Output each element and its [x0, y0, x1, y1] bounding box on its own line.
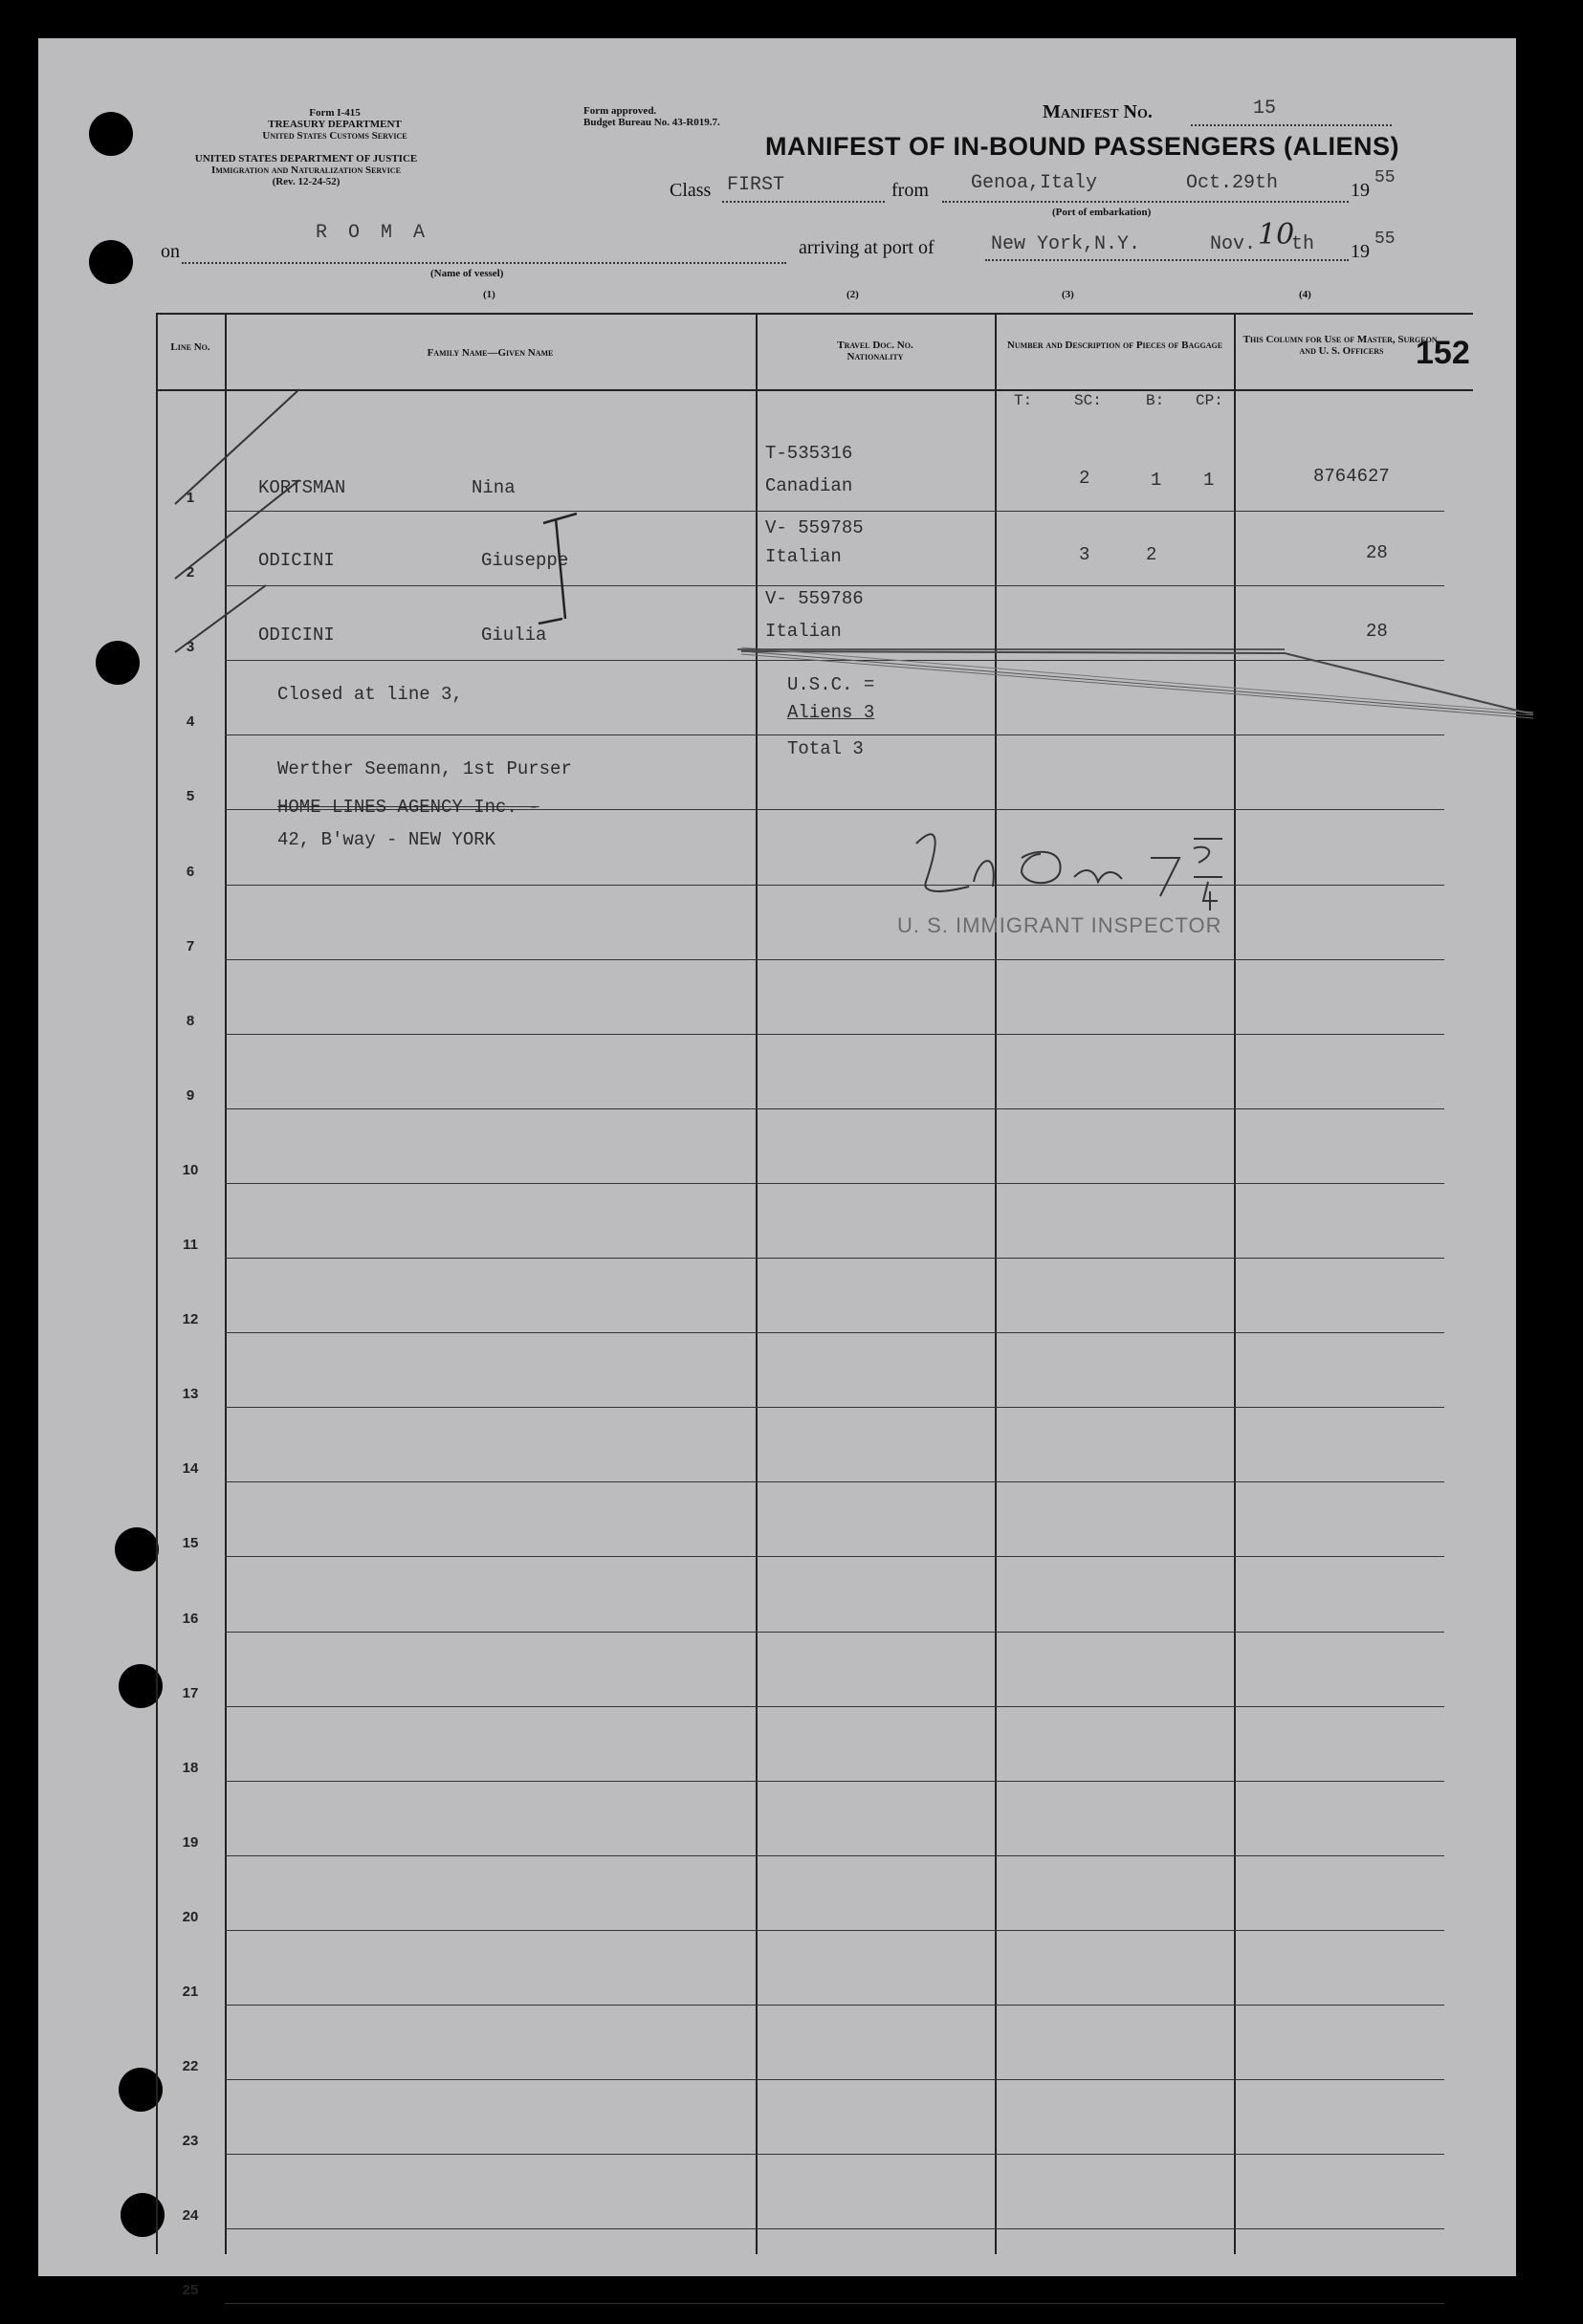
header-line-no: Line No.: [170, 341, 210, 353]
header-travel-doc-nationality: Travel Doc. No. Nationality: [837, 340, 913, 362]
line-number: 2: [186, 564, 195, 581]
line-number: 8: [186, 1012, 195, 1029]
document-title: MANIFEST OF IN-BOUND PASSENGERS (ALIENS): [765, 132, 1400, 161]
from-label: from: [891, 180, 929, 201]
line-number: 1: [186, 490, 195, 506]
arrival-day-suffix: th: [1291, 233, 1315, 255]
manifest-no-value: 15: [1253, 98, 1277, 120]
line-number: 5: [186, 788, 195, 805]
manifest-no-line: [1191, 124, 1392, 126]
page-number: 152: [1416, 335, 1470, 371]
vessel-note: (Name of vessel): [430, 268, 504, 279]
passenger-given-name: Giulia: [481, 625, 547, 646]
line-number: 22: [182, 2058, 199, 2075]
line-number: 17: [182, 1684, 199, 1701]
table-row-line: [225, 1108, 1444, 1109]
inspector-stamp: U. S. IMMIGRANT INSPECTOR: [897, 913, 1222, 937]
passenger-doc-no: V- 559785: [765, 517, 864, 538]
aliens-count: Aliens 3: [787, 702, 875, 723]
line-number: 7: [186, 937, 195, 954]
baggage-count: 1: [1203, 470, 1215, 491]
agency-name: HOME LINES AGENCY Inc. -: [277, 797, 539, 818]
binder-hole: [115, 1527, 159, 1571]
table-row-line: [225, 1706, 1444, 1707]
line-number: 12: [182, 1311, 199, 1328]
line-number: 18: [182, 1759, 199, 1776]
table-row-line: [225, 1855, 1444, 1856]
col-num-1: (1): [483, 289, 495, 300]
line-number: 3: [186, 639, 195, 656]
baggage-code-cp: CP:: [1196, 392, 1223, 409]
class-value: FIRST: [727, 174, 785, 196]
agency-address: 42, B'way - NEW YORK: [277, 829, 496, 850]
binder-hole: [96, 641, 140, 685]
line-number: 15: [182, 1535, 199, 1552]
vessel-line: [182, 262, 786, 264]
passenger-nationality: Italian: [765, 546, 842, 567]
binder-hole: [89, 112, 133, 156]
table-row-line: [225, 1332, 1444, 1333]
table-row-line: [225, 1632, 1444, 1633]
purser-name: Werther Seemann, 1st Purser: [277, 758, 572, 779]
arrival-day-handwritten: 10: [1258, 218, 1295, 252]
table-row-line: [225, 2079, 1444, 2080]
class-label: Class: [670, 180, 712, 201]
passenger-family-name: ODICINI: [258, 550, 335, 571]
line-number: 16: [182, 1610, 199, 1627]
from-line: [942, 201, 1349, 203]
table-row-line: [225, 2154, 1444, 2155]
line-number: 24: [182, 2207, 199, 2225]
line-number: 6: [186, 863, 195, 880]
line-number: 11: [183, 1237, 198, 1253]
table-row-line: [225, 1481, 1444, 1482]
header-officers: This Column for Use of Master, Surgeon, and U. S. Officers: [1242, 334, 1440, 357]
baggage-count: 2: [1146, 544, 1157, 565]
line-number: 19: [182, 1833, 199, 1851]
passenger-family-name: KORTSMAN: [258, 477, 346, 498]
passenger-family-name: ODICINI: [258, 625, 335, 646]
officer-note: 8764627: [1313, 466, 1390, 487]
col-num-3: (3): [1062, 289, 1074, 300]
table-row-line: [225, 2228, 1444, 2229]
arrival-port: New York,N.Y.: [991, 233, 1141, 255]
col-num-2: (2): [846, 289, 859, 300]
table-row-line: [225, 1407, 1444, 1408]
header-name: Family Name—Given Name: [427, 347, 554, 359]
arrival-month: Nov.: [1210, 233, 1257, 255]
table-row-line: [225, 1781, 1444, 1782]
line-number: 9: [186, 1086, 195, 1104]
arriving-label: arriving at port of: [799, 237, 934, 258]
manifest-no-label: Manifest No.: [1043, 101, 1153, 122]
from-value: Genoa,Italy: [971, 172, 1098, 194]
handwritten-marks: [156, 313, 1495, 887]
agency-block: Form I-415 TREASURY DEPARTMENT United States Customs Service: [262, 107, 407, 142]
line-number: 23: [182, 2133, 199, 2150]
arrival-line: [985, 259, 1349, 261]
year-arrival-value: 55: [1374, 230, 1396, 249]
line-number: 4: [186, 713, 195, 731]
vessel-name: ROMA: [316, 222, 447, 244]
total-count: Total 3: [787, 738, 864, 759]
baggage-code-sc: SC:: [1074, 392, 1102, 409]
passenger-doc-no: V- 559786: [765, 588, 864, 609]
passenger-nationality: Canadian: [765, 475, 853, 496]
baggage-count: 1: [1151, 470, 1162, 491]
from-date: Oct.29th: [1186, 172, 1279, 194]
officer-note: 28: [1366, 621, 1388, 642]
table-row-line: [225, 1034, 1444, 1035]
table-row-line: [225, 1556, 1444, 1557]
closed-at-line: Closed at line 3,: [277, 684, 463, 705]
table-row-line: [225, 1930, 1444, 1931]
line-number: 20: [182, 1908, 199, 1925]
table-row-line: [225, 1258, 1444, 1259]
year-from-value: 55: [1374, 168, 1396, 187]
baggage-count: 2: [1079, 468, 1090, 489]
table-row-line: [225, 2303, 1444, 2304]
passenger-given-name: Giuseppe: [481, 550, 569, 571]
baggage-code-b: B:: [1146, 392, 1165, 409]
line-number: 14: [182, 1460, 199, 1478]
class-line: [722, 201, 885, 203]
table-row-line: [225, 1183, 1444, 1184]
passenger-doc-no: T-535316: [765, 443, 853, 464]
port-embarkation-note: (Port of embarkation): [1052, 207, 1152, 218]
line-number: 13: [182, 1386, 199, 1403]
year-prefix-arrival: 19: [1351, 241, 1370, 262]
usc-count: U.S.C. =: [787, 674, 875, 695]
doj-block: UNITED STATES DEPARTMENT OF JUSTICE Immigration and Naturalization Service (Rev. 12-24-52): [194, 153, 418, 187]
line-number: 25: [182, 2282, 199, 2299]
passenger-table: [156, 313, 1473, 2299]
baggage-code-t: T:: [1014, 392, 1033, 409]
passenger-nationality: Italian: [765, 621, 842, 642]
header-baggage: Number and Description of Pieces of Baggage: [1006, 340, 1223, 351]
binder-hole: [89, 240, 133, 284]
form-approval: Form approved. Budget Bureau No. 43-R019.7.: [583, 105, 720, 128]
col-num-4: (4): [1299, 289, 1311, 300]
table-row-line: [225, 959, 1444, 960]
manifest-sheet: [38, 38, 1516, 2299]
on-label: on: [161, 241, 180, 262]
table-row-line: [225, 2005, 1444, 2006]
baggage-count: 3: [1079, 544, 1090, 565]
line-number: 21: [182, 1984, 199, 2000]
officer-note: 28: [1366, 542, 1388, 563]
passenger-given-name: Nina: [472, 477, 516, 498]
year-prefix-from: 19: [1351, 180, 1370, 201]
line-number: 10: [182, 1161, 199, 1178]
